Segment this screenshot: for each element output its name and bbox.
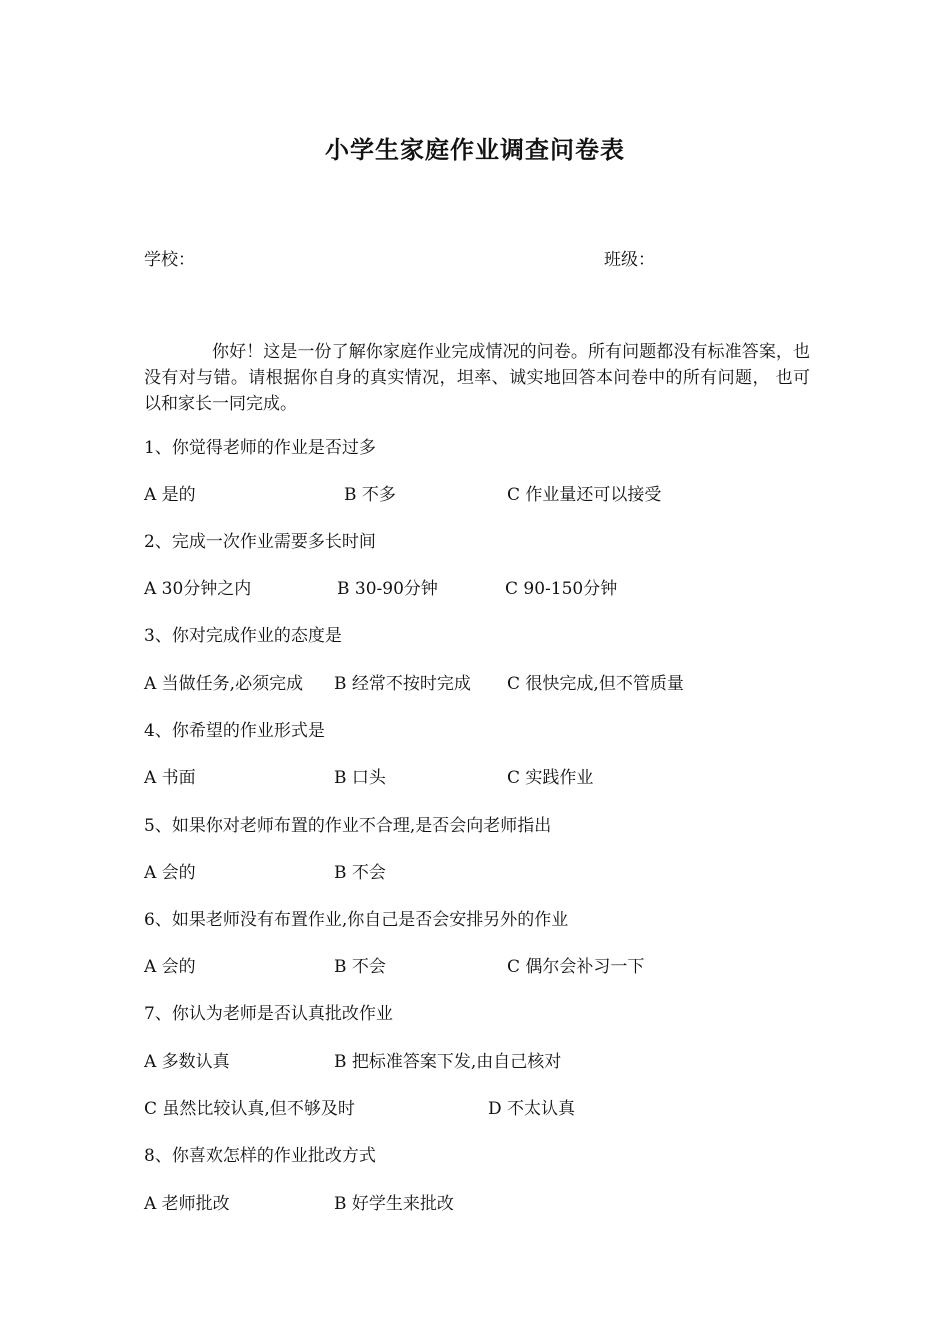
- option: B 30-90分钟: [337, 579, 438, 599]
- question-2: 2、完成一次作业需要多长时间: [144, 532, 376, 552]
- option: C 偶尔会补习一下: [507, 957, 645, 977]
- option: A 当做任务,必须完成: [144, 674, 304, 694]
- question-8: 8、你喜欢怎样的作业批改方式: [144, 1146, 376, 1166]
- question-6-options: [144, 954, 804, 980]
- option: B 好学生来批改: [334, 1194, 454, 1214]
- option: B 把标准答案下发,由自己核对: [334, 1052, 562, 1072]
- question-7: 7、你认为老师是否认真批改作业: [144, 1004, 393, 1024]
- question-8-options: [144, 1191, 804, 1217]
- option: C 很快完成,但不管质量: [507, 674, 684, 694]
- question-3-options: [144, 671, 804, 697]
- question-5: 5、如果你对老师布置的作业不合理,是否会向老师指出: [144, 816, 552, 836]
- question-1: 1、你觉得老师的作业是否过多: [144, 438, 376, 458]
- intro-paragraph: 你好！这是一份了解你家庭作业完成情况的问卷。所有问题都没有标准答案，也没有对与错。请根据你自身的真实情况，坦率、诚实地回答本问卷中的所有问题， 也可以和家长一同完成。: [144, 342, 810, 414]
- option: B 经常不按时完成: [334, 674, 471, 694]
- option: B 不会: [334, 863, 386, 883]
- question-4-options: [144, 765, 804, 791]
- school-label: 学校：: [144, 250, 195, 270]
- question-1-options: [144, 482, 804, 508]
- option: C 实践作业: [507, 768, 594, 788]
- question-7-options-row-2: [144, 1096, 804, 1122]
- option: A 会的: [144, 863, 196, 883]
- question-5-options: [144, 860, 804, 886]
- option: C 虽然比较认真,但不够及时: [144, 1099, 355, 1119]
- option: A 是的: [144, 485, 196, 505]
- option: B 不多: [344, 485, 396, 505]
- question-3: 3、你对完成作业的态度是: [144, 626, 342, 646]
- class-label: 班级：: [604, 250, 655, 270]
- option: A 会的: [144, 957, 196, 977]
- option: B 不会: [334, 957, 386, 977]
- option: C 90-150分钟: [505, 579, 618, 599]
- option: A 多数认真: [144, 1052, 230, 1072]
- option: C 作业量还可以接受: [507, 485, 662, 505]
- question-2-options: [144, 576, 804, 602]
- question-4: 4、你希望的作业形式是: [144, 721, 325, 741]
- page-title: 小学生家庭作业调查问卷表: [325, 135, 625, 164]
- question-6: 6、如果老师没有布置作业,你自己是否会安排另外的作业: [144, 910, 569, 930]
- option: A 老师批改: [144, 1194, 230, 1214]
- option: A 书面: [144, 768, 196, 788]
- option: B 口头: [334, 768, 386, 788]
- option: D 不太认真: [488, 1099, 576, 1119]
- question-7-options-row-1: [144, 1049, 804, 1075]
- option: A 30分钟之内: [144, 579, 252, 599]
